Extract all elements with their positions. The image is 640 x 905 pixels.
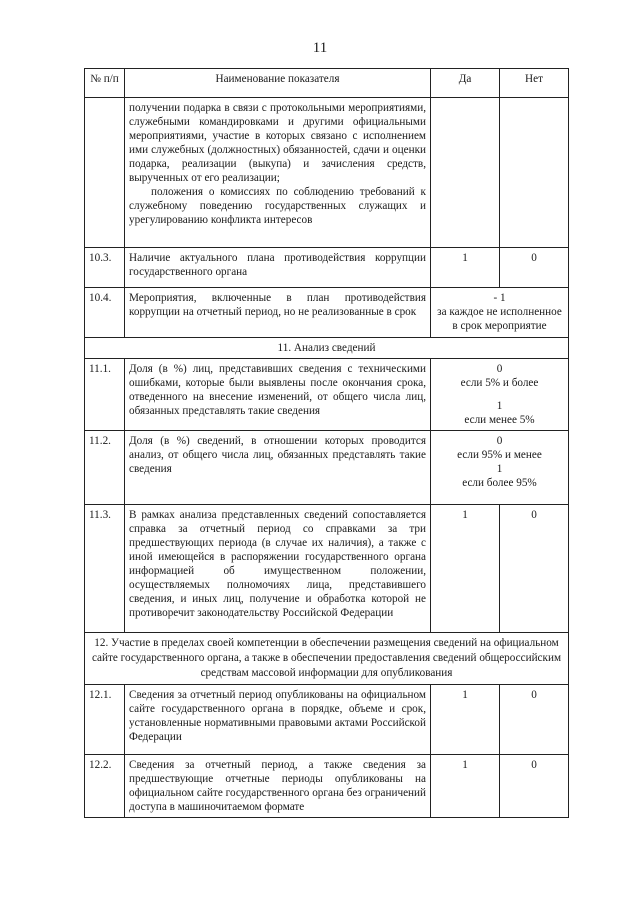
row-num (85, 98, 125, 248)
score-value: 1 (496, 400, 503, 412)
row-num: 10.3. (85, 248, 125, 288)
row-score (431, 431, 569, 505)
row-yes (431, 98, 500, 248)
section-title: 11. Анализ сведений (85, 338, 569, 359)
row-yes: 1 (431, 248, 500, 288)
continuation-text (125, 98, 431, 248)
row-text: Наличие актуального плана противодействия коррупции государственного органа (125, 248, 431, 288)
row-text: Доля (в %) сведений, в отношении которых проводится анализ, от общего числа лиц, обязанных представлять такие сведения (125, 431, 431, 505)
score-value: 0 (496, 435, 503, 447)
score-condition: если менее 5% (464, 414, 535, 426)
table-row (85, 685, 569, 755)
row-yes: 1 (431, 755, 500, 818)
score-value: 1 (496, 463, 503, 475)
row-text: Доля (в %) лиц, представивших сведения с техническими ошибками, которые были выявлены после окончания срока, отведенного на внесение изменений, от общего числа лиц, обязанных представлять такие сведения (125, 359, 431, 431)
row-text: Мероприятия, включенные в план противодействия коррупции на отчетный период, но не реализованные в срок (125, 288, 431, 338)
table-header-row (85, 69, 569, 98)
score-value: - 1 (493, 292, 506, 304)
row-no: 0 (500, 248, 569, 288)
table-row (85, 248, 569, 288)
table-row (85, 755, 569, 818)
row-no: 0 (500, 755, 569, 818)
row-yes: 1 (431, 505, 500, 633)
table-row (85, 98, 569, 248)
row-text: Сведения за отчетный период, а также сведения за предшествующие отчетные периоды опубликованы на официальном сайте государственного органа без ограничений доступа в машиночитаемом формате (125, 755, 431, 818)
section-row (85, 338, 569, 359)
table-row (85, 505, 569, 633)
table-row (85, 359, 569, 431)
row-num: 10.4. (85, 288, 125, 338)
header-name: Наименование показателя (125, 69, 431, 98)
row-no: 0 (500, 505, 569, 633)
row-text: В рамках анализа представленных сведений сопоставляется справка за отчетный период со справками за три предшествующих периода (в случае их наличия), а также с иной имеющейся в распоряжении государственного органа информацией об имущественном положении, осуществляемых полномочиях лица, представившего сведения, и иных лиц, получение и обработка которой не противоречит законодательству Российской Федерации (125, 505, 431, 633)
continuation-text-2: положения о комиссиях по соблюдению требований к служебному поведению государственных служащих и урегулированию конфликта интересов (129, 186, 426, 226)
row-yes: 1 (431, 685, 500, 755)
row-num: 11.3. (85, 505, 125, 633)
score-condition: если 5% и более (460, 377, 539, 389)
row-score (431, 359, 569, 431)
header-no: Нет (500, 69, 569, 98)
row-num: 12.2. (85, 755, 125, 818)
header-num: № п/п (85, 69, 125, 98)
section-title: 12. Участие в пределах своей компетенции в обеспечении размещения сведений на официальном сайте государственного органа, а также в обеспечении предоставления сведений общероссийским средствам массовой информации для опубликования (85, 633, 569, 685)
row-text: Сведения за отчетный период опубликованы на официальном сайте государственного органа в порядке, объеме и срок, установленные нормативными правовыми актами Российской Федерации (125, 685, 431, 755)
header-yes: Да (431, 69, 500, 98)
score-condition: за каждое не исполненное в срок мероприятие (437, 306, 562, 332)
table-row (85, 431, 569, 505)
page-number: 11 (312, 40, 328, 56)
row-no (500, 98, 569, 248)
row-no: 0 (500, 685, 569, 755)
table-row (85, 288, 569, 338)
continuation-text-1: получении подарка в связи с протокольными мероприятиями, служебными командировками и другими официальными мероприятиями, участие в которых связано с исполнением ими служебных (должностных) обязанностей, сдачи и оценки подарка, реализации (выкупа) и зачисления средств, вырученных от его реализации; (129, 102, 426, 184)
score-value: 0 (496, 363, 503, 375)
score-condition: если 95% и менее (457, 449, 542, 461)
row-num: 12.1. (85, 685, 125, 755)
section-row (85, 633, 569, 685)
row-num: 11.1. (85, 359, 125, 431)
row-num: 11.2. (85, 431, 125, 505)
score-condition: если более 95% (462, 477, 537, 489)
row-score (431, 288, 569, 338)
indicators-table (84, 68, 569, 818)
